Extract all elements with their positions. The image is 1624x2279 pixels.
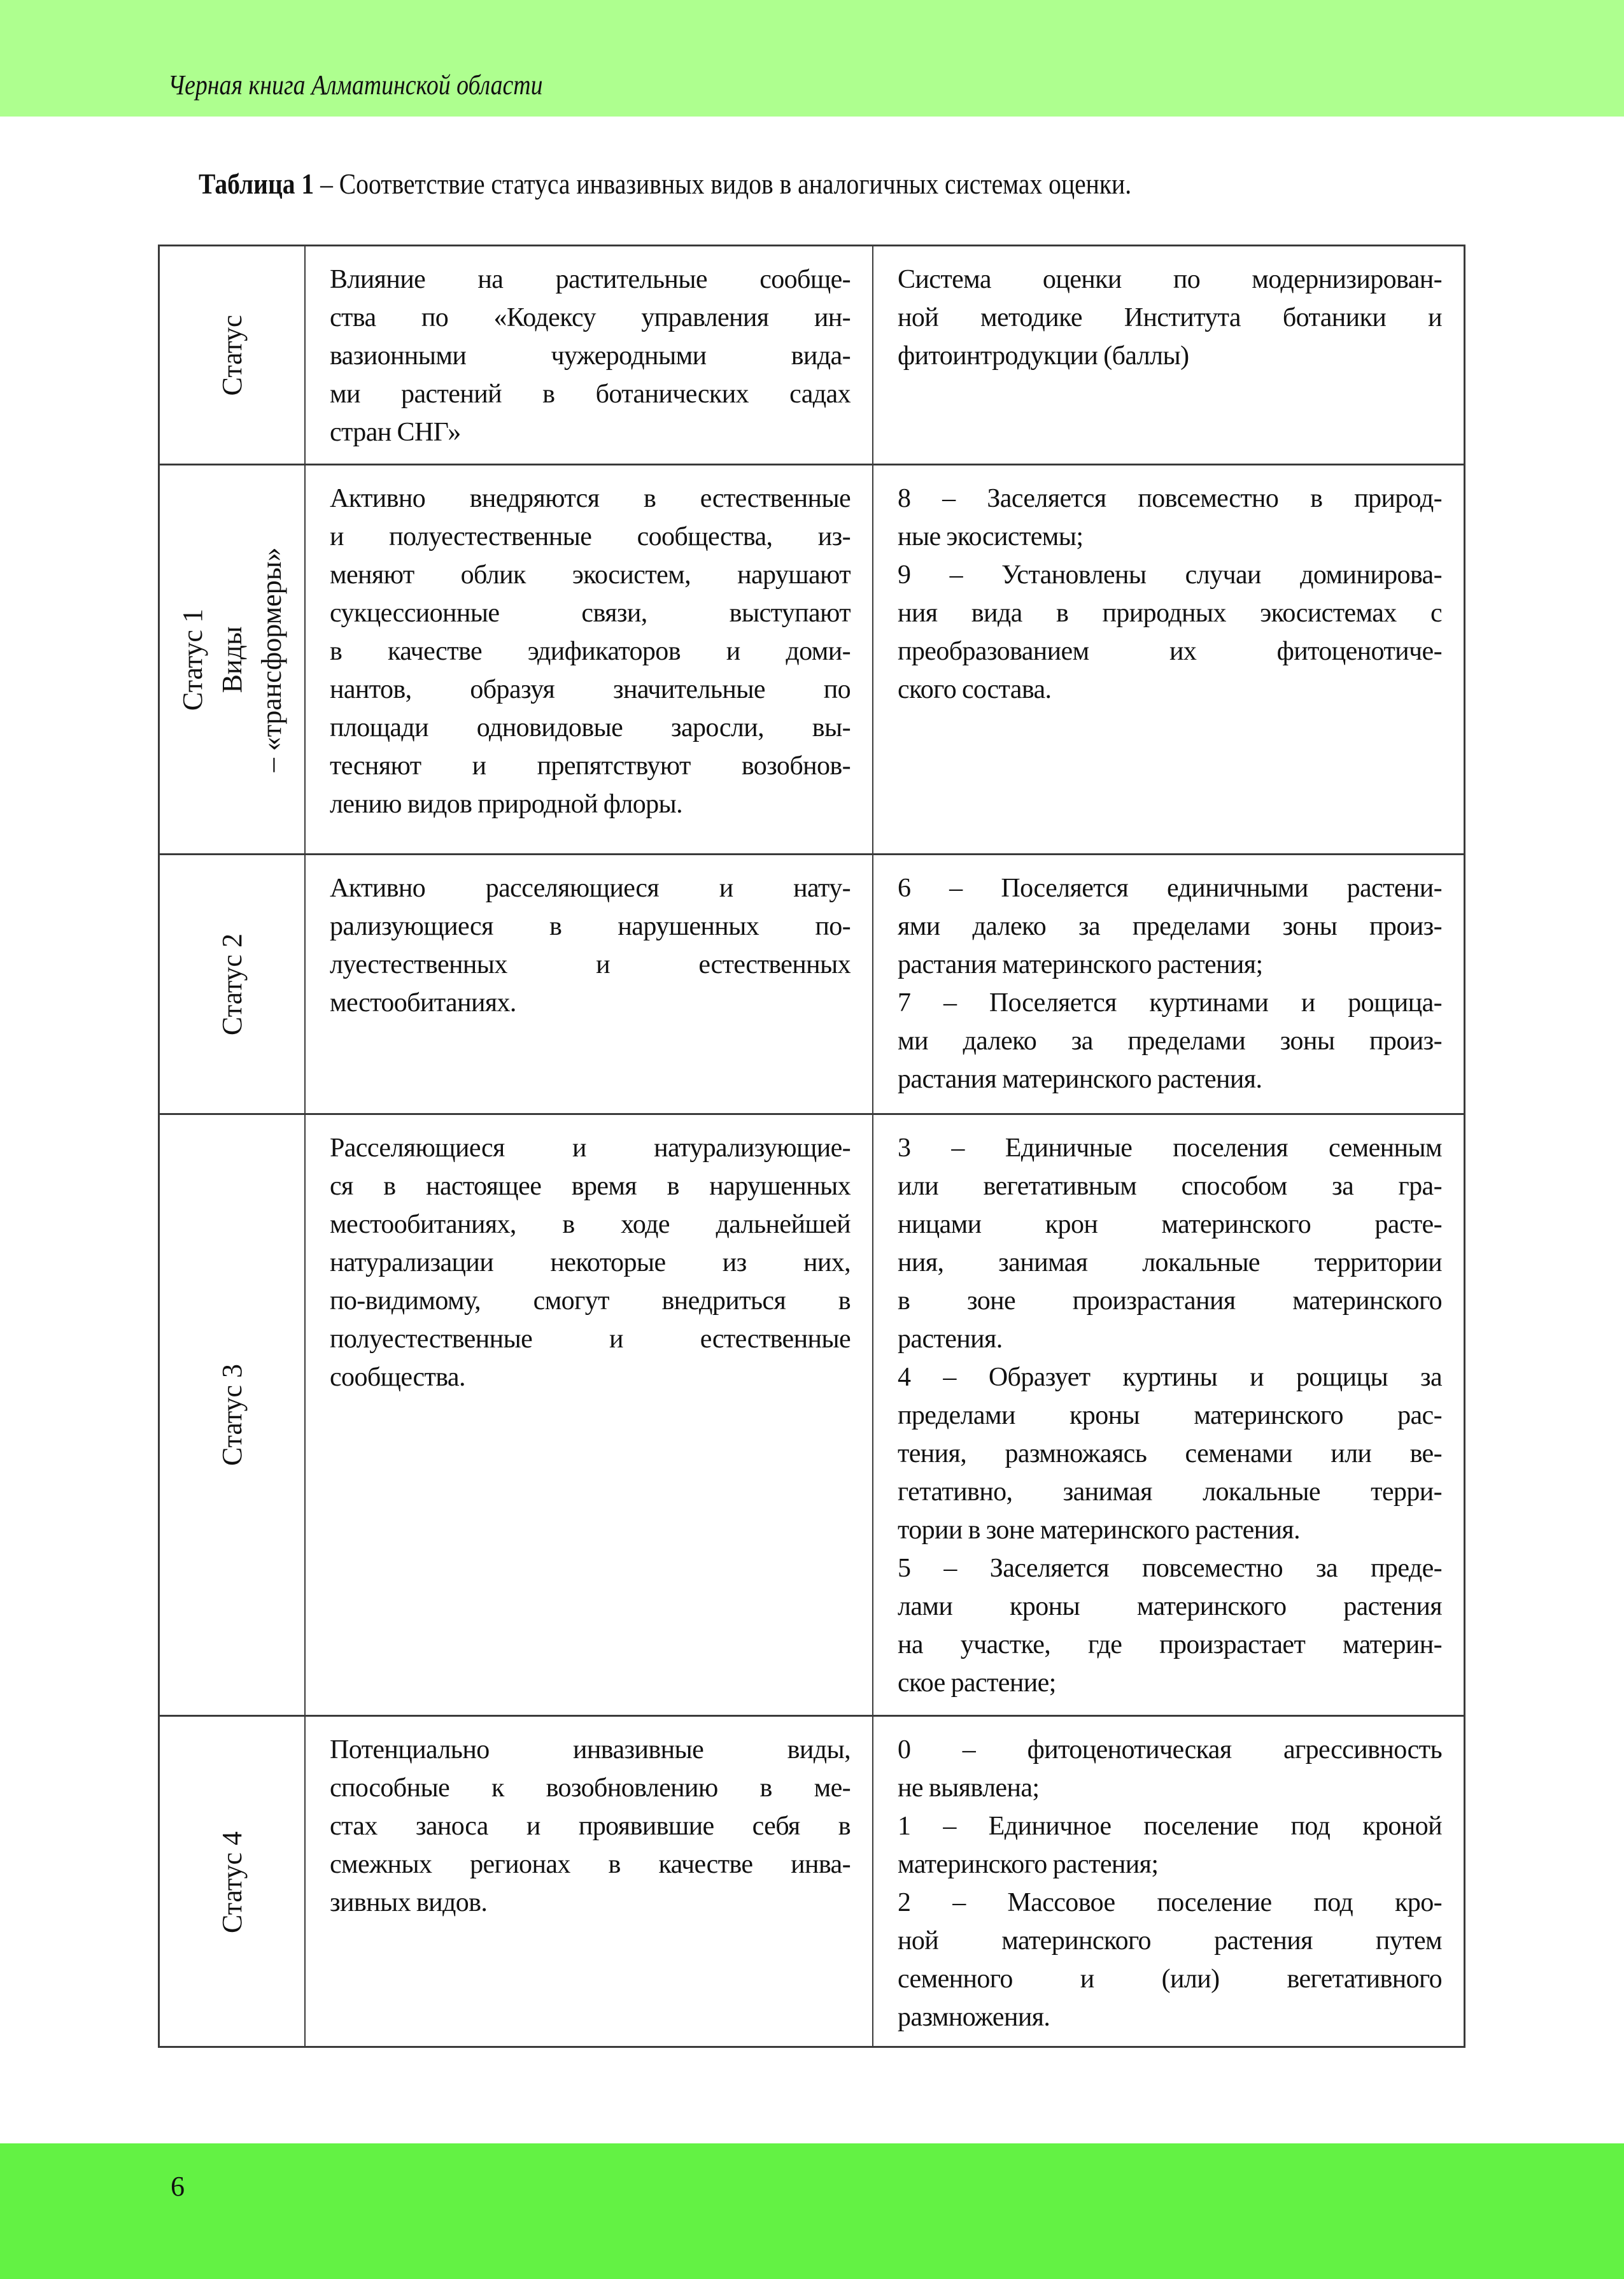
- header-status-text: Статус: [216, 314, 248, 396]
- score-item: [898, 1358, 1442, 1549]
- page-number: 6: [171, 2171, 185, 2202]
- impact-text: [330, 479, 851, 823]
- text-line: ства по «Кодексу управления ин-: [330, 303, 851, 332]
- text-line: ское растение;: [898, 1668, 1056, 1698]
- status-cell: [160, 855, 306, 1113]
- text-line: ся в настоящее время в нарушенных: [330, 1172, 851, 1201]
- text-line: Активно внедряются в естественные: [330, 484, 851, 513]
- text-line: стах заноса и проявившие себя в: [330, 1812, 851, 1841]
- table-row: [160, 1717, 1464, 2048]
- text-line: ной материнского растения путем: [898, 1926, 1442, 1956]
- score-text: [898, 479, 1442, 709]
- text-line: 7 – Поселяется куртинами и рощица-: [898, 988, 1442, 1018]
- text-line: размножения.: [898, 2003, 1050, 2032]
- text-line: лению видов природной флоры.: [330, 790, 683, 819]
- status-label-line: Виды: [216, 626, 248, 693]
- header-score-cell: [873, 246, 1464, 464]
- table-row: [160, 465, 1464, 855]
- text-line: пределами кроны материнского рас-: [898, 1401, 1442, 1430]
- text-line: 0 – фитоценотическая агрессивность: [898, 1735, 1442, 1764]
- text-line: Система оценки по модернизирован-: [898, 265, 1442, 294]
- score-item: [898, 1884, 1442, 2036]
- table-row: [160, 855, 1464, 1115]
- status-cell: [160, 465, 306, 853]
- score-item: [898, 479, 1442, 556]
- score-item: [898, 1807, 1442, 1884]
- text-line: 8 – Заселяется повсеместно в природ-: [898, 484, 1442, 513]
- score-text: [898, 1731, 1442, 2036]
- text-line: ми растений в ботанических садах: [330, 380, 851, 409]
- text-line: ния вида в природных экосистемах с: [898, 599, 1442, 628]
- status-label-line: Статус 1: [176, 608, 208, 711]
- text-line: зивных видов.: [330, 1888, 488, 1917]
- table-header-row: [160, 246, 1464, 465]
- text-line: 2 – Массовое поселение под кро-: [898, 1888, 1442, 1917]
- score-item: [898, 1129, 1442, 1358]
- text-line: тесняют и препятствуют возобнов-: [330, 751, 851, 781]
- text-line: ми далеко за пределами зоны произ-: [898, 1026, 1442, 1056]
- text-line: рализующиеся в нарушенных по-: [330, 912, 851, 941]
- text-line: меняют облик экосистем, нарушают: [330, 560, 851, 590]
- footer-band: [0, 2143, 1624, 2279]
- score-cell: [873, 465, 1464, 853]
- status-label: [213, 1364, 252, 1466]
- text-line: способные к возобновлению в ме-: [330, 1773, 851, 1803]
- text-line: или вегетативным способом за гра-: [898, 1172, 1442, 1201]
- text-line: на участке, где произрастает материн-: [898, 1630, 1442, 1659]
- text-line: сообщества.: [330, 1363, 465, 1392]
- score-cell: [873, 855, 1464, 1113]
- text-line: натурализации некоторые из них,: [330, 1248, 851, 1277]
- text-line: семенного и (или) вегетативного: [898, 1964, 1442, 1994]
- text-line: 3 – Единичные поселения семенным: [898, 1133, 1442, 1163]
- score-text: [898, 1129, 1442, 1702]
- text-line: лами кроны материнского растения: [898, 1592, 1442, 1621]
- text-line: не выявлена;: [898, 1773, 1040, 1803]
- score-cell: [873, 1717, 1464, 2048]
- text-line: Потенциально инвазивные виды,: [330, 1735, 851, 1764]
- text-line: ницами крон материнского расте-: [898, 1210, 1442, 1239]
- text-line: Влияние на растительные сообще-: [330, 265, 851, 294]
- text-line: смежных регионах в качестве инва-: [330, 1850, 851, 1879]
- table-caption: [199, 167, 1131, 201]
- status-table: [158, 245, 1465, 2048]
- impact-text: [330, 1129, 851, 1396]
- impact-cell: [306, 1115, 873, 1715]
- score-item: [898, 869, 1442, 984]
- score-text: [898, 869, 1442, 1098]
- status-label-line: – «трансформеры»: [255, 547, 287, 772]
- text-line: ния, занимая локальные территории: [898, 1248, 1442, 1277]
- text-line: 1 – Единичное поселение под кроной: [898, 1812, 1442, 1841]
- text-line: ные экосистемы;: [898, 522, 1084, 551]
- text-line: фитоинтродукции (баллы): [898, 341, 1189, 371]
- text-line: сукцессионные связи, выступают: [330, 599, 851, 628]
- text-line: местообитаниях.: [330, 988, 516, 1018]
- text-line: растания материнского растения;: [898, 950, 1263, 979]
- text-line: 6 – Поселяется единичными растени-: [898, 874, 1442, 903]
- text-line: ского состава.: [898, 675, 1052, 704]
- text-line: в качестве эдификаторов и доми-: [330, 637, 851, 666]
- text-line: преобразованием их фитоценотиче-: [898, 637, 1442, 666]
- status-cell: [160, 1115, 306, 1715]
- text-line: ной методике Института ботаники и: [898, 303, 1442, 332]
- text-line: вазионными чужеродными вида-: [330, 341, 851, 371]
- text-line: стран СНГ»: [330, 418, 461, 447]
- text-line: местообитаниях, в ходе дальнейшей: [330, 1210, 851, 1239]
- text-line: материнского растения;: [898, 1850, 1159, 1879]
- text-line: тения, размножаясь семенами или ве-: [898, 1439, 1442, 1468]
- text-line: и полуестественные сообщества, из-: [330, 522, 851, 551]
- score-item: [898, 1731, 1442, 1807]
- text-line: растения.: [898, 1324, 1003, 1354]
- text-line: в зоне произрастания материнского: [898, 1286, 1442, 1316]
- text-line: по-видимому, смогут внедриться в: [330, 1286, 851, 1316]
- status-label-line: Статус 4: [216, 1831, 248, 1934]
- status-label: [213, 933, 252, 1035]
- impact-cell: [306, 855, 873, 1113]
- status-label: [173, 547, 292, 772]
- text-line: Расселяющиеся и натурализующие-: [330, 1133, 851, 1163]
- header-impact-cell: [306, 246, 873, 464]
- score-cell: [873, 1115, 1464, 1715]
- text-line: нантов, образуя значительные по: [330, 675, 851, 704]
- text-line: растания материнского растения.: [898, 1065, 1262, 1094]
- text-line: 4 – Образует куртины и рощицы за: [898, 1363, 1442, 1392]
- table-row: [160, 1115, 1464, 1717]
- text-line: луестественных и естественных: [330, 950, 851, 979]
- impact-cell: [306, 465, 873, 853]
- impact-cell: [306, 1717, 873, 2048]
- text-line: ями далеко за пределами зоны произ-: [898, 912, 1442, 941]
- score-item: [898, 1549, 1442, 1702]
- header-status-label: [213, 315, 252, 395]
- text-line: 9 – Установлены случаи доминирова-: [898, 560, 1442, 590]
- impact-text: [330, 1731, 851, 1922]
- caption-text: – Соответствие статуса инвазивных видов в аналогичных системах оценки.: [314, 167, 1132, 200]
- header-impact-text: [330, 260, 851, 451]
- text-line: тории в зоне материнского растения.: [898, 1516, 1300, 1545]
- text-line: гетативно, занимая локальные терри-: [898, 1477, 1442, 1507]
- status-label-line: Статус 3: [216, 1363, 248, 1466]
- score-item: [898, 984, 1442, 1098]
- text-line: полуестественные и естественные: [330, 1324, 851, 1354]
- score-item: [898, 556, 1442, 709]
- status-label: [213, 1831, 252, 1933]
- text-line: Активно расселяющиеся и нату-: [330, 874, 851, 903]
- header-score-text: [898, 260, 1442, 375]
- running-head: Черная книга Алматинской области: [168, 69, 543, 101]
- impact-text: [330, 869, 851, 1022]
- text-line: площади одновидовые заросли, вы-: [330, 713, 851, 742]
- status-label-line: Статус 2: [216, 933, 248, 1035]
- header-status-cell: [160, 246, 306, 464]
- caption-label: Таблица 1: [199, 167, 314, 200]
- status-cell: [160, 1717, 306, 2048]
- text-line: 5 – Заселяется повсеместно за преде-: [898, 1554, 1442, 1583]
